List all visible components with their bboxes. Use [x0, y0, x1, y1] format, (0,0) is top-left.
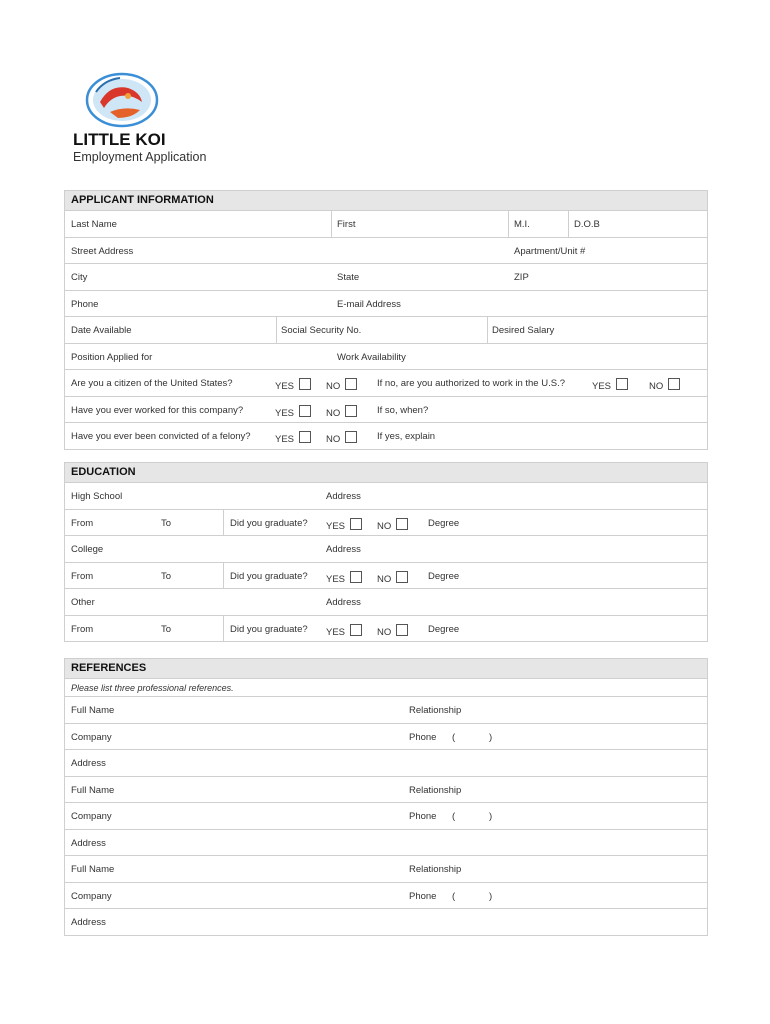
city-label: City: [71, 272, 88, 283]
street-address-label: Street Address: [71, 245, 134, 257]
reference-3-address-row: [65, 909, 707, 936]
high-school-address-label: Address: [326, 491, 361, 502]
desired-salary-label: Desired Salary: [492, 325, 555, 336]
date-available-label: Date Available: [71, 325, 132, 336]
other-grad-yes-checkbox[interactable]: [350, 624, 362, 636]
reference-1-phone-label: Phone: [409, 731, 437, 743]
first-name-label: First: [337, 219, 356, 230]
worked-no: NO: [326, 405, 357, 419]
felony-question: Have you ever been convicted of a felony?: [71, 431, 251, 442]
felony-explain-label: If yes, explain: [377, 431, 436, 442]
email-label: E-mail Address: [337, 298, 401, 310]
college-to-label: To: [161, 570, 172, 582]
references-section: [64, 658, 708, 936]
high-school-grad-no-checkbox[interactable]: [396, 518, 408, 530]
reference-3-full-name-label: Full Name: [71, 864, 115, 875]
reference-3-phone-paren-open: (: [452, 890, 456, 902]
worked-no-checkbox[interactable]: [345, 405, 357, 417]
reference-1-name-row: [65, 697, 707, 724]
reference-3-name-row: [65, 856, 707, 883]
authorized-yes: YES: [592, 378, 628, 392]
college-degree-label: Degree: [428, 570, 460, 582]
dob-label: D.O.B: [574, 219, 600, 230]
college-address-label: Address: [326, 544, 361, 555]
ssn-label: Social Security No.: [281, 325, 362, 336]
felony-no: NO: [326, 431, 357, 445]
high-school-degree-label: Degree: [428, 517, 460, 529]
reference-1-relationship-label: Relationship: [409, 705, 462, 716]
citizen-no: NO: [326, 378, 357, 392]
high-school-from-label: From: [71, 517, 94, 529]
college-label: College: [71, 544, 104, 555]
education-section-title: EDUCATION: [65, 463, 707, 483]
reference-1-address-label: Address: [71, 758, 106, 769]
authorized-no-checkbox[interactable]: [668, 378, 680, 390]
high-school-grad-yes-checkbox[interactable]: [350, 518, 362, 530]
education-section: [64, 462, 708, 642]
reference-2-address-row: [65, 830, 707, 857]
worked-when-label: If so, when?: [377, 404, 429, 416]
form-subtitle: Employment Application: [73, 150, 207, 164]
address-row: [65, 238, 707, 265]
koi-fish-logo-icon: [84, 72, 160, 128]
college-grad-yes: YES: [326, 571, 362, 585]
other-label: Other: [71, 597, 95, 608]
reference-1-phone-paren-close: ): [489, 731, 493, 743]
reference-2-company-row: [65, 803, 707, 830]
worked-question: Have you ever worked for this company?: [71, 404, 244, 416]
high-school-grad-yes: YES: [326, 518, 362, 532]
reference-2-relationship-label: Relationship: [409, 784, 462, 796]
college-grad-no-checkbox[interactable]: [396, 571, 408, 583]
college-graduate-question: Did you graduate?: [230, 570, 308, 582]
high-school-to-label: To: [161, 517, 172, 529]
authorized-yes-checkbox[interactable]: [616, 378, 628, 390]
city-row: [65, 264, 707, 291]
reference-3-phone-paren-close: ): [489, 890, 493, 902]
references-note: Please list three professional references.: [71, 683, 234, 693]
other-grad-yes: YES: [326, 624, 362, 638]
other-from-label: From: [71, 623, 94, 635]
reference-2-phone-label: Phone: [409, 811, 437, 822]
high-school-label: High School: [71, 491, 123, 502]
high-school-grad-no: NO: [377, 518, 408, 532]
college-grad-yes-checkbox[interactable]: [350, 571, 362, 583]
middle-initial-label: M.I.: [514, 219, 530, 230]
last-name-label: Last Name: [71, 219, 117, 230]
zip-label: ZIP: [514, 272, 529, 283]
position-label: Position Applied for: [71, 351, 153, 363]
other-graduate-question: Did you graduate?: [230, 623, 308, 635]
high-school-graduate-question: Did you graduate?: [230, 517, 308, 529]
citizen-no-checkbox[interactable]: [345, 378, 357, 390]
college-grad-no: NO: [377, 571, 408, 585]
other-degree-label: Degree: [428, 623, 460, 635]
felony-yes-checkbox[interactable]: [299, 431, 311, 443]
high-school-details-row: [65, 510, 707, 537]
reference-3-phone-label: Phone: [409, 890, 437, 902]
phone-label: Phone: [71, 298, 99, 310]
citizen-row: [65, 370, 707, 397]
reference-2-name-row: [65, 777, 707, 804]
felony-yes: YES: [275, 431, 311, 445]
college-details-row: [65, 563, 707, 590]
reference-2-address-label: Address: [71, 837, 106, 849]
position-row: [65, 344, 707, 371]
authorized-question: If no, are you authorized to work in the U.S.?: [377, 378, 565, 389]
applicant-information-section: [64, 190, 708, 450]
other-grad-no: NO: [377, 624, 408, 638]
other-to-label: To: [161, 623, 172, 635]
worked-yes: YES: [275, 405, 311, 419]
reference-2-phone-paren-open: (: [452, 811, 456, 822]
applicant-section-title: APPLICANT INFORMATION: [65, 191, 707, 211]
reference-1-phone-paren-open: (: [452, 731, 456, 743]
reference-3-address-label: Address: [71, 917, 106, 928]
authorized-no: NO: [649, 378, 680, 392]
apartment-label: Apartment/Unit #: [514, 245, 586, 257]
reference-1-company-row: [65, 724, 707, 751]
other-details-row: [65, 616, 707, 643]
reference-1-full-name-label: Full Name: [71, 705, 115, 716]
reference-2-full-name-label: Full Name: [71, 784, 115, 796]
felony-no-checkbox[interactable]: [345, 431, 357, 443]
reference-1-company-label: Company: [71, 731, 112, 743]
other-row: [65, 589, 707, 616]
reference-2-company-label: Company: [71, 811, 112, 822]
state-label: State: [337, 272, 360, 283]
felony-row: [65, 423, 707, 450]
work-availability-label: Work Availability: [337, 351, 406, 363]
references-note-row: [65, 679, 707, 696]
name-row: [65, 211, 707, 238]
reference-2-phone-paren-close: ): [489, 811, 493, 822]
references-section-title: REFERENCES: [65, 659, 707, 679]
citizen-question: Are you a citizen of the United States?: [71, 378, 233, 389]
worked-yes-checkbox[interactable]: [299, 405, 311, 417]
reference-3-company-row: [65, 883, 707, 910]
contact-row: [65, 291, 707, 318]
company-name: LITTLE KOI: [73, 130, 166, 149]
high-school-row: [65, 483, 707, 510]
citizen-yes: YES: [275, 378, 311, 392]
college-row: [65, 536, 707, 563]
reference-1-address-row: [65, 750, 707, 777]
reference-3-relationship-label: Relationship: [409, 864, 462, 875]
worked-row: [65, 397, 707, 424]
reference-3-company-label: Company: [71, 890, 112, 902]
citizen-yes-checkbox[interactable]: [299, 378, 311, 390]
availability-salary-row: [65, 317, 707, 344]
other-address-label: Address: [326, 597, 361, 608]
college-from-label: From: [71, 570, 94, 582]
other-grad-no-checkbox[interactable]: [396, 624, 408, 636]
